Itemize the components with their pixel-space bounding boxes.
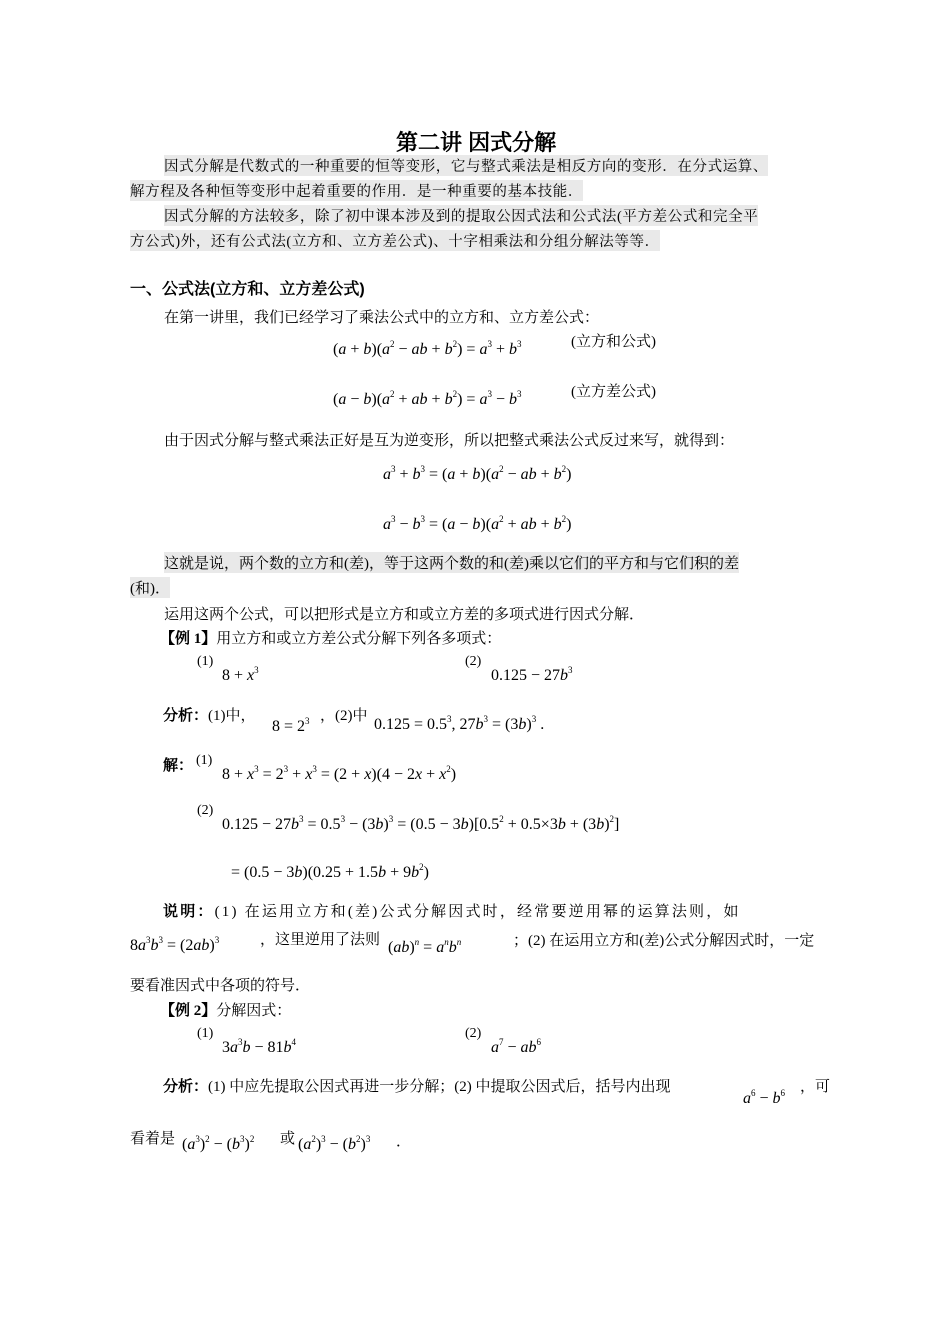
formula-sum-label: (立方和公式) — [571, 334, 656, 350]
page-title: 第二讲 因式分解 — [396, 130, 557, 155]
section-heading: 一、公式法(立方和、立方差公式) — [130, 281, 365, 298]
ex1-item1-num: (1) — [197, 654, 214, 669]
ex2-item2: $a^7 - ab^6$ — [491, 1037, 542, 1056]
ex1-analysis-label: 分析： — [163, 708, 209, 724]
ex1-item2: $0.125 - 27b^3$ — [491, 665, 573, 684]
note-tail: ；(2) 在运用立方和(差)公式分解因式时，一定 — [513, 933, 815, 949]
note-text1: (1) 在运用立方和(差)公式分解因式时，经常要逆用幂的运算法则，如 — [214, 904, 741, 920]
ex2-item1-num: (1) — [197, 1026, 214, 1041]
ex2-or: 或 — [280, 1131, 296, 1147]
example1-tag: 【例 1】 — [160, 631, 217, 647]
ex1-sol1-num: (1) — [196, 753, 213, 768]
ex1-analysis-b: ，(2)中 — [320, 708, 368, 724]
note-label: 说明： — [163, 904, 215, 920]
note-m2: $(ab)^n = a^nb^n$ — [388, 937, 462, 956]
formula-factor-difference: $a^3 - b^3 = (a - b)(a^2$ + ab + $b^2$) — [383, 514, 572, 533]
note-line1 — [163, 900, 741, 921]
ex1-solution-label: 解： — [163, 758, 194, 774]
ex2-seen-as: 看着是 — [130, 1131, 176, 1147]
ex2-analysis-text: (1) 中应先提取公因式再进一步分解；(2) 中提取公因式后，括号内出现 — [208, 1079, 671, 1095]
usage-text: 运用这两个公式，可以把形式是立方和或立方差的多项式进行因式分解． — [164, 607, 645, 623]
ex1-analysis-m2: $0.125 = 0.5^3$, $27b^3 = (3b)^3$ . — [374, 714, 545, 733]
ex2-analysis — [163, 1075, 671, 1096]
ex2-seen-m2: $(a^2)^3 - (b^2)^3$ — [298, 1134, 371, 1153]
example2-prompt: 分解因式： — [216, 1003, 292, 1019]
note-m1: $8a^3b^3 = (2ab)^3$ — [130, 935, 220, 954]
ex1-sol2: $0.125 - 27b^3 = 0.5^3 - (3b)^3 = (0.5 - 3b)[0.5^2 + 0.5\times 3b + (3b)^2]$ — [222, 814, 620, 833]
ex1-analysis-a: (1)中， — [208, 708, 256, 724]
formula-difference-of-cubes: $(a - b)(a^2$ + ab + $b^2) = a^3 - b^3$ — [333, 389, 522, 408]
ex1-item2-num: (2) — [465, 654, 482, 669]
ex1-analysis-m1: $8 = 2^3$ — [272, 716, 310, 735]
intro-p1-line1: 因式分解是代数式的一种重要的恒等变形，它与整式乘法是相反方向的变形．在分式运算、 — [164, 155, 768, 176]
intro-p2-line2: 方公式)外，还有公式法(立方和、立方差公式)、十字相乘法和分组分解法等等． — [130, 230, 660, 251]
ex1-item1: $8 + x^3$ — [222, 665, 259, 684]
ex2-item2-num: (2) — [465, 1026, 482, 1041]
ex1-analysis — [163, 704, 256, 725]
formula-difference-label: (立方差公式) — [571, 384, 656, 400]
ex1-sol1: $8 + x^3 = 2^3 + x^3 = (2 + x)(4 - 2x + x^2)$ — [222, 764, 457, 783]
example1-prompt: 用立方和或立方差公式分解下列各多项式： — [216, 631, 502, 647]
conclusion-line2: (和)． — [130, 577, 170, 598]
ex2-analysis-tail: ，可 — [800, 1079, 831, 1095]
ex2-analysis-m1: $a^6 - b^6$ — [743, 1088, 786, 1107]
example2-header — [160, 999, 291, 1020]
formula-sum-of-cubes: $(a + b)(a^2$ − ab + $b^2) = a^3 + b^3$ — [333, 339, 522, 358]
intro-p2-line1: 因式分解的方法较多，除了初中课本涉及到的提取公因式法和公式法(平方差公式和完全平 — [164, 205, 758, 226]
ex2-seen-m1: $(a^3)^2 - (b^3)^2$ — [182, 1134, 255, 1153]
ex2-item1: $3a^3b - 81b^4$ — [222, 1037, 297, 1056]
conclusion-line1: 这就是说，两个数的立方和(差)，等于这两个数的和(差)乘以它们的平方和与它们积的差 — [164, 552, 739, 573]
example1-header — [160, 627, 501, 648]
reverse-text: 由于因式分解与整式乘法正好是互为逆变形，所以把整式乘法公式反过来写，就得到： — [164, 433, 735, 449]
ex1-sol2-cont: = $(0.5 - 3b)(0.25 + 1.5b + 9b^2)$ — [231, 862, 429, 881]
ex2-analysis-label: 分析： — [163, 1079, 209, 1095]
ex1-sol2-num: (2) — [197, 803, 214, 818]
ex2-end: ． — [396, 1134, 412, 1150]
intro-p1-line2: 解方程及各种恒等变形中起着重要的作用．是一种重要的基本技能． — [130, 180, 583, 201]
note-mid: ，这里逆用了法则 — [260, 932, 381, 948]
formula-factor-sum: $a^3 + b^3 = (a + b)(a^2$ − ab + $b^2$) — [383, 464, 572, 483]
example2-tag: 【例 2】 — [160, 1003, 217, 1019]
section-lead: 在第一讲里，我们已经学习了乘法公式中的立方和、立方差公式： — [164, 310, 600, 326]
note-line3: 要看准因式中各项的符号． — [130, 978, 311, 994]
